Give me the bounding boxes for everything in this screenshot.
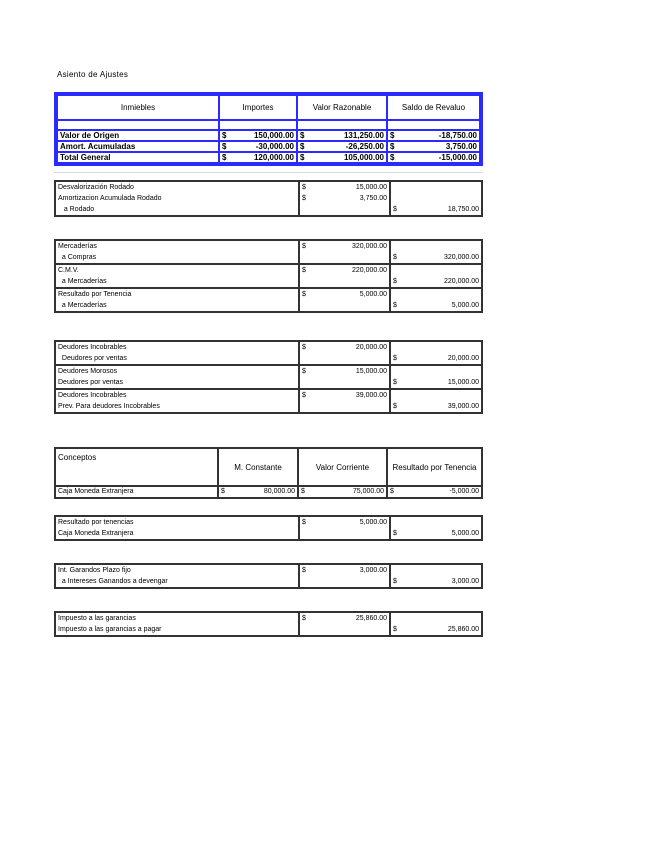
credit-cell (390, 389, 481, 401)
credit-cell (390, 353, 481, 365)
currency-sign: $ (302, 291, 306, 298)
credit-value: 20,000.00 (447, 355, 479, 362)
valor-razonable-cell (297, 152, 387, 163)
saldo-cell (387, 152, 480, 163)
row-label: Total General (57, 152, 219, 163)
currency-sign: $ (221, 488, 225, 495)
credit-value: 15,000.00 (447, 379, 479, 386)
credit-cell (390, 193, 481, 204)
entry-debit-account: Resultado por tenencias (56, 517, 299, 528)
importes-cell (219, 130, 297, 141)
entry-description: Amortizacion Acumulada Rodado (56, 193, 299, 204)
header-m-constante: M. Constante (218, 449, 298, 486)
entry-debit-account: Resultado por Tenencia (56, 288, 299, 300)
value: 105,000.00 (343, 153, 384, 162)
currency-sign: $ (301, 488, 305, 495)
value: -30,000.00 (255, 142, 294, 151)
empty-cell (297, 120, 387, 130)
credit-value: 220,000.00 (443, 278, 479, 285)
entry-credit-account: a Intereses Ganandos a devengar (56, 576, 299, 587)
entry-credit-account: Caja Moneda Extranjera (56, 528, 299, 539)
credit-cell (390, 576, 481, 587)
credit-value: 39,000.00 (447, 403, 479, 410)
entry-debit-account: Deudores Incobrables (56, 342, 299, 353)
entry-debit-account: Mercaderías (56, 241, 299, 252)
debit-cell (299, 565, 390, 576)
currency-sign: $ (393, 302, 397, 309)
credit-cell (390, 377, 481, 389)
debit-value: 3,750.00 (359, 195, 387, 202)
entry-description: a Rodado (56, 204, 299, 215)
summary-row (57, 130, 480, 141)
currency-sign: $ (300, 142, 305, 151)
credit-value: 5,000.00 (451, 302, 479, 309)
debit-cell (299, 193, 390, 204)
debit-value: 3,000.00 (359, 567, 387, 574)
summary-table (54, 92, 483, 166)
importes-cell (219, 152, 297, 163)
value: 75,000.00 (352, 488, 384, 495)
empty-cell (57, 120, 219, 130)
entry-debit-account: Int. Garandos Plazo fijo (56, 565, 299, 576)
debit-cell (299, 528, 390, 539)
currency-sign: $ (393, 206, 397, 213)
saldo-cell (387, 141, 480, 152)
credit-cell (390, 342, 481, 353)
currency-sign: $ (393, 254, 397, 261)
header-resultado-tenencia: Resultado por Tenencia (387, 449, 481, 486)
debit-cell (299, 353, 390, 365)
empty-cell (219, 120, 297, 130)
importes-cell (219, 141, 297, 152)
entry-credit-account: a Mercaderías (56, 300, 299, 311)
currency-sign: $ (393, 403, 397, 410)
currency-sign: $ (302, 184, 306, 191)
currency-sign: $ (390, 142, 395, 151)
currency-sign: $ (300, 153, 305, 162)
debit-cell (299, 613, 390, 624)
debit-cell (299, 365, 390, 377)
table-row (56, 486, 481, 497)
credit-value: 3,000.00 (451, 578, 479, 585)
currency-sign: $ (390, 131, 395, 140)
value: 150,000.00 (253, 131, 294, 140)
credit-value: 18,750.00 (447, 206, 479, 213)
journal-entry-plazo-fijo (54, 563, 483, 589)
credit-cell (390, 401, 481, 412)
entry-credit-account: Deudores por ventas (56, 377, 299, 389)
currency-sign: $ (302, 243, 306, 250)
header-valor-razonable: Valor Razonable (297, 95, 387, 120)
debit-cell (299, 624, 390, 635)
credit-cell (390, 252, 481, 264)
currency-sign: $ (300, 131, 305, 140)
row-label: Valor de Origen (57, 130, 219, 141)
value: 131,250.00 (343, 131, 384, 140)
saldo-cell (387, 130, 480, 141)
credit-cell (390, 241, 481, 252)
header-importes: Importes (219, 95, 297, 120)
journal-entries-deudores (54, 340, 483, 414)
entry-credit-account: Deudores por ventas (56, 353, 299, 365)
currency-sign: $ (393, 379, 397, 386)
entry-debit-account: Impuesto a las garancias (56, 613, 299, 624)
credit-cell (390, 204, 481, 215)
debit-value: 5,000.00 (359, 291, 387, 298)
debit-value: 15,000.00 (355, 184, 387, 191)
credit-value: 25,860.00 (447, 626, 479, 633)
currency-sign: $ (222, 131, 227, 140)
currency-sign: $ (302, 344, 306, 351)
debit-cell (299, 241, 390, 252)
currency-sign: $ (302, 519, 306, 526)
currency-sign: $ (393, 578, 397, 585)
currency-sign: $ (390, 153, 395, 162)
entry-credit-account: Prev. Para deudores Incobrables (56, 401, 299, 412)
currency-sign: $ (302, 392, 306, 399)
entry-credit-account: Impuesto a las garancias a pagar (56, 624, 299, 635)
credit-cell (390, 528, 481, 539)
currency-sign: $ (302, 615, 306, 622)
debit-cell (299, 401, 390, 412)
credit-cell (390, 264, 481, 276)
debit-value: 25,860.00 (355, 615, 387, 622)
credit-value: 5,000.00 (451, 530, 479, 537)
debit-cell (299, 576, 390, 587)
value: -26,250.00 (345, 142, 384, 151)
credit-cell (390, 517, 481, 528)
credit-cell (390, 276, 481, 288)
debit-cell (299, 182, 390, 193)
entry-debit-account: Deudores Incobrables (56, 389, 299, 401)
currency-sign: $ (393, 530, 397, 537)
header-inmiebles: Inmiebles (57, 95, 219, 120)
empty-cell (387, 120, 480, 130)
debit-cell (299, 204, 390, 215)
currency-sign: $ (222, 142, 227, 151)
corriente-cell (298, 486, 387, 497)
credit-cell (390, 182, 481, 193)
debit-cell (299, 276, 390, 288)
credit-cell (390, 300, 481, 311)
value: -18,750.00 (438, 131, 477, 140)
currency-sign: $ (390, 488, 394, 495)
debit-cell (299, 264, 390, 276)
header-saldo-revaluo: Saldo de Revaluo (387, 95, 480, 120)
row-label: Amort. Acumuladas (57, 141, 219, 152)
valor-razonable-cell (297, 141, 387, 152)
journal-entries-mercaderias (54, 239, 483, 313)
currency-sign: $ (302, 567, 306, 574)
summary-row (57, 141, 480, 152)
entry-debit-account: C.M.V. (56, 264, 299, 276)
journal-entry-impuesto (54, 611, 483, 637)
debit-cell (299, 389, 390, 401)
header-conceptos: Conceptos (56, 449, 218, 486)
debit-value: 15,000.00 (355, 368, 387, 375)
divider (54, 172, 483, 173)
debit-value: 320,000.00 (351, 243, 387, 250)
resultado-cell (387, 486, 481, 497)
value: 80,000.00 (263, 488, 295, 495)
valor-razonable-cell (297, 130, 387, 141)
constante-cell (218, 486, 298, 497)
value: -15,000.00 (438, 153, 477, 162)
entry-credit-account: a Mercaderías (56, 276, 299, 288)
conceptos-table (54, 447, 483, 499)
currency-sign: $ (393, 355, 397, 362)
debit-cell (299, 377, 390, 389)
debit-cell (299, 342, 390, 353)
debit-value: 20,000.00 (355, 344, 387, 351)
credit-cell (390, 624, 481, 635)
value: 3,750.00 (445, 142, 477, 151)
journal-entry-rodado (54, 180, 483, 217)
currency-sign: $ (302, 267, 306, 274)
currency-sign: $ (302, 195, 306, 202)
credit-cell (390, 613, 481, 624)
debit-value: 220,000.00 (351, 267, 387, 274)
debit-cell (299, 288, 390, 300)
credit-cell (390, 565, 481, 576)
currency-sign: $ (302, 368, 306, 375)
journal-entry-caja (54, 515, 483, 541)
row-label: Caja Moneda Extranjera (56, 486, 218, 497)
value: -5,000.00 (449, 488, 479, 495)
debit-value: 39,000.00 (355, 392, 387, 399)
credit-cell (390, 365, 481, 377)
debit-value: 5,000.00 (359, 519, 387, 526)
credit-cell (390, 288, 481, 300)
entry-credit-account: a Compras (56, 252, 299, 264)
credit-value: 320,000.00 (443, 254, 479, 261)
entry-debit-account: Deudores Morosos (56, 365, 299, 377)
currency-sign: $ (393, 626, 397, 633)
entry-description: Desvalorización Rodado (56, 182, 299, 193)
header-valor-corriente: Valor Corriente (298, 449, 387, 486)
page-title: Asiento de Ajustes (57, 70, 129, 79)
debit-cell (299, 252, 390, 264)
debit-cell (299, 517, 390, 528)
value: 120,000.00 (253, 153, 294, 162)
currency-sign: $ (222, 153, 227, 162)
currency-sign: $ (393, 278, 397, 285)
summary-total-row (57, 152, 480, 163)
debit-cell (299, 300, 390, 311)
